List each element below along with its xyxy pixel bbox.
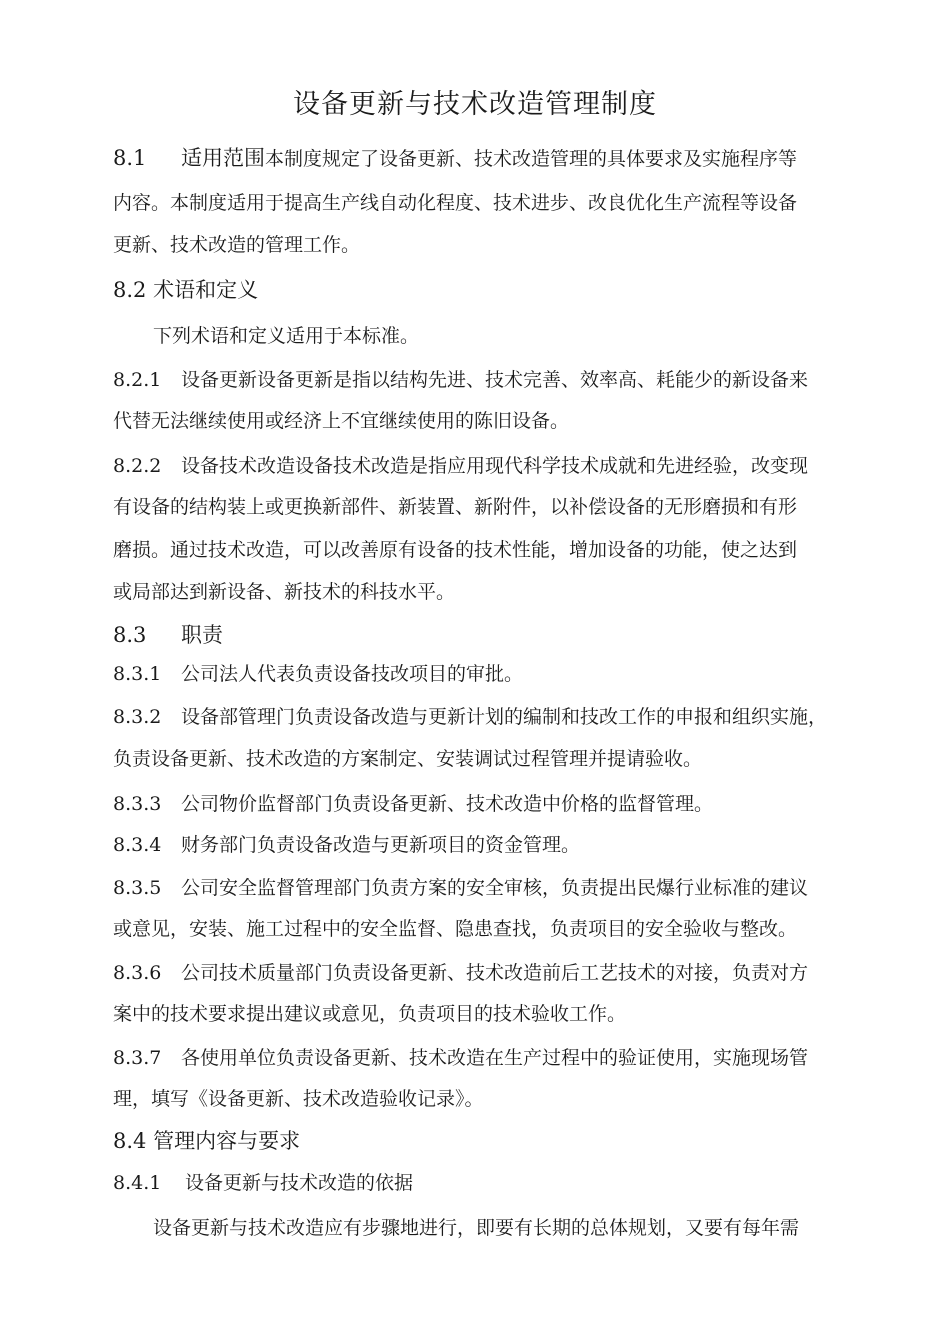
clause-number: 8.2.1 (113, 369, 162, 391)
section-8-3-heading (113, 619, 223, 649)
clause-number: 8.3.4 (113, 834, 162, 856)
clause-8-3-7-line-1 (113, 1043, 808, 1070)
section-8-2-heading: 8.2 术语和定义 (113, 278, 259, 302)
paragraph-line: 更新、技术改造的管理工作。 (113, 234, 361, 256)
clause-text: 公司安全监督管理部门负责方案的安全审核，负责提出民爆行业标准的建议 (181, 877, 809, 899)
clause-number: 8.3.6 (113, 962, 162, 984)
document-title: 设备更新与技术改造管理制度 (293, 89, 657, 120)
section-number: 8.1 (113, 146, 147, 170)
clause-number: 8.4.1 (113, 1172, 162, 1194)
clause-8-3-6-line-1 (113, 958, 808, 985)
section-8-4-heading: 8.4 管理内容与要求 (113, 1129, 301, 1153)
clause-text: 公司物价监督部门负责设备更新、技术改造中价格的监督管理。 (181, 793, 714, 815)
paragraph-line: 负责设备更新、技术改造的方案制定、安装调试过程管理并提请验收。 (113, 748, 703, 770)
clause-number: 8.3.3 (113, 793, 162, 815)
clause-text: 设备技术改造设备技术改造是指应用现代科学技术成就和先进经验，改变现 (181, 455, 809, 477)
clause-8-3-1 (113, 659, 523, 686)
paragraph-line: 下列术语和定义适用于本标准。 (153, 325, 420, 347)
clause-number: 8.2.2 (113, 455, 162, 477)
section-8-1-line-1 (113, 142, 797, 172)
clause-8-3-4 (113, 830, 580, 857)
paragraph-line: 内容。本制度适用于提高生产线自动化程度、技术进步、改良优化生产流程等设备 (113, 192, 798, 214)
clause-text: 设备更新设备更新是指以结构先进、技术完善、效率高、耗能少的新设备来 (181, 369, 809, 391)
clause-number: 8.3.7 (113, 1047, 162, 1069)
paragraph-line: 有设备的结构装上或更换新部件、新装置、新附件，以补偿设备的无形磨损和有形 (113, 496, 798, 518)
clause-number: 8.3.2 (113, 706, 162, 728)
clause-8-4-1 (113, 1168, 413, 1195)
clause-text: 各使用单位负责设备更新、技术改造在生产过程中的验证使用，实施现场管 (181, 1047, 809, 1069)
paragraph-text: 本制度规定了设备更新、技术改造管理的具体要求及实施程序等 (265, 148, 798, 170)
clause-number: 8.3.5 (113, 877, 162, 899)
paragraph-line: 磨损。通过技术改造，可以改善原有设备的技术性能，增加设备的功能，使之达到 (113, 539, 798, 561)
paragraph-line: 案中的技术要求提出建议或意见，负责项目的技术验收工作。 (113, 1003, 627, 1025)
paragraph-line: 或局部达到新设备、新技术的科技水平。 (113, 581, 456, 603)
clause-text: 公司法人代表负责设备技改项目的审批。 (181, 663, 524, 685)
clause-8-3-5-line-1 (113, 873, 808, 900)
paragraph-line: 理，填写《设备更新、技术改造验收记录》。 (113, 1088, 484, 1110)
clause-8-2-2-line-1 (113, 451, 808, 478)
paragraph-line: 代替无法继续使用或经济上不宜继续使用的陈旧设备。 (113, 410, 570, 432)
clause-heading: 设备更新与技术改造的依据 (185, 1172, 414, 1194)
clause-text: 财务部门负责设备改造与更新项目的资金管理。 (181, 834, 581, 856)
clause-8-3-3 (113, 789, 713, 816)
clause-text: 设备部管理门负责设备改造与更新计划的编制和技改工作的申报和组织实施， (181, 706, 828, 728)
paragraph-line: 设备更新与技术改造应有步骤地进行，即要有长期的总体规划，又要有每年需 (153, 1217, 800, 1239)
clause-8-3-2-line-1 (113, 702, 827, 729)
paragraph-line: 或意见，安装、施工过程中的安全监督、隐患查找，负责项目的安全验收与整改。 (113, 918, 798, 940)
section-heading: 适用范围 (181, 146, 265, 170)
section-number: 8.3 (113, 623, 147, 647)
clause-number: 8.3.1 (113, 663, 162, 685)
clause-text: 公司技术质量部门负责设备更新、技术改造前后工艺技术的对接，负责对方 (181, 962, 809, 984)
section-heading: 职责 (181, 623, 223, 647)
clause-8-2-1-line-1 (113, 365, 808, 392)
